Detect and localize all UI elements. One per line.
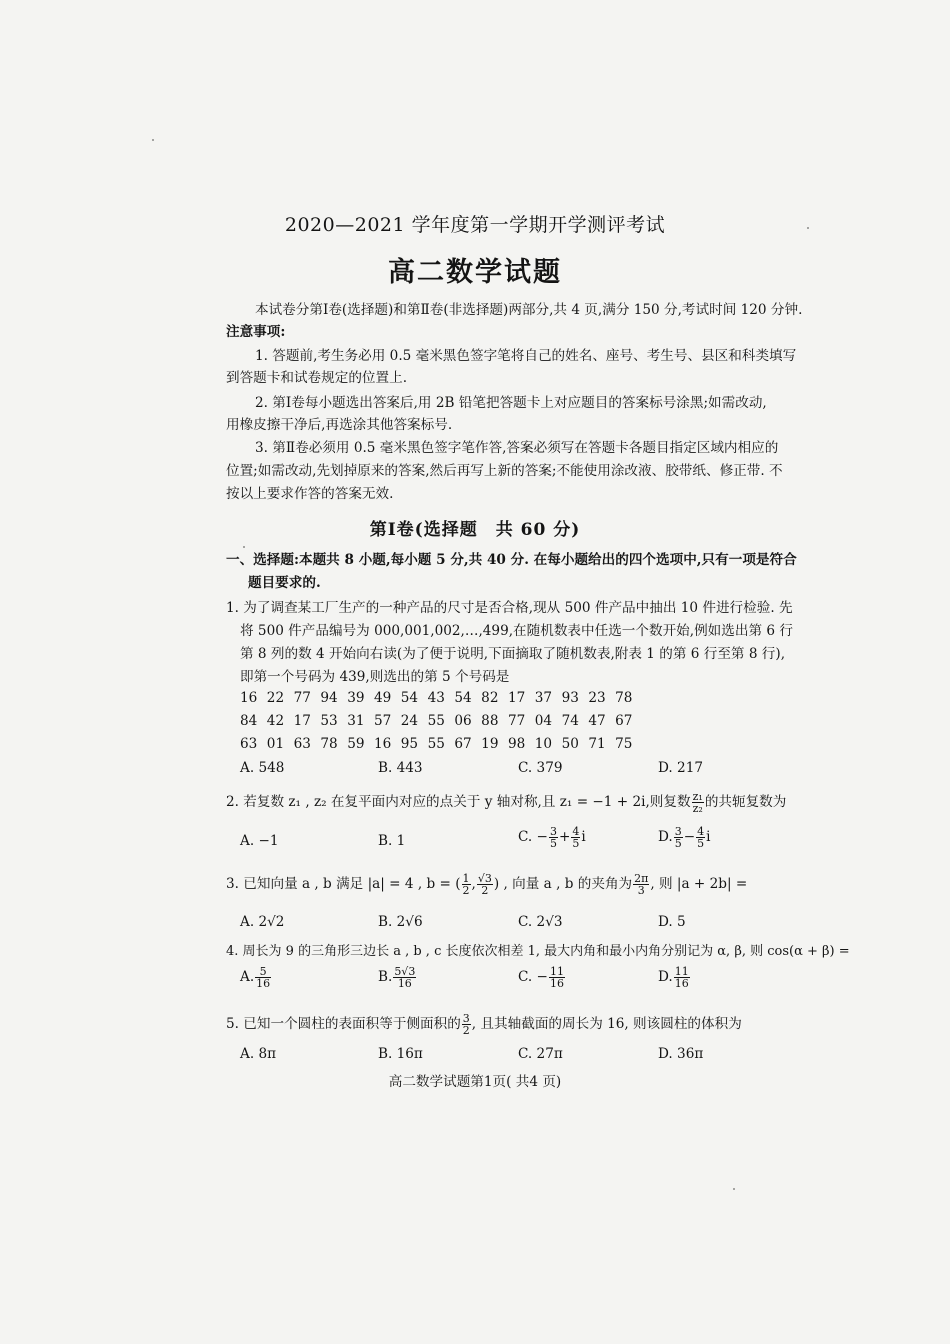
comma: , xyxy=(471,876,476,892)
q5-stem-part-b: , 且其轴截面的周长为 16, 则该圆柱的体积为 xyxy=(471,1016,742,1032)
q5-stem-part-a: 5. 已知一个圆柱的表面积等于侧面积的 xyxy=(226,1016,461,1032)
random-number: 31 xyxy=(347,713,365,729)
q5-option-b: B. 16π xyxy=(378,1046,423,1062)
random-number: 59 xyxy=(347,736,365,752)
random-number: 10 xyxy=(534,736,553,752)
random-number: 50 xyxy=(561,736,579,752)
q2-stem-part-b: 的共轭复数为 xyxy=(704,794,787,810)
q2-option-c xyxy=(518,826,586,849)
q1-stem-line-1: 1. 为了调查某工厂生产的一种产品的尺寸是否合格,现从 500 件产品中抽出 10 件进行检验. 先 xyxy=(226,600,793,616)
q5-option-c: C. 27π xyxy=(518,1046,563,1062)
q3-option-c: C. 2√3 xyxy=(518,914,563,930)
denominator: 2 xyxy=(481,884,489,897)
scan-speck xyxy=(152,139,154,141)
q1-stem-line-3: 第 8 列的数 4 开始向右读(为了便于说明,下面摘取了随机数表,附表 1 的第 6 行至第 8 行), xyxy=(240,646,786,662)
q2-option-d-prefix: D. xyxy=(658,829,673,845)
random-number: 88 xyxy=(481,713,499,729)
numerator: 3 xyxy=(549,825,557,838)
notice-item-2-line-1: 2. 第Ⅰ卷每小题选出答案后,用 2B 铅笔把答题卡上对应题目的答案标号涂黑;如需改动, xyxy=(255,395,767,411)
q1-option-a: A. 548 xyxy=(240,760,285,776)
q3-option-b: B. 2√6 xyxy=(378,914,423,930)
exam-title: 2020—2021 学年度第一学期开学测评考试 xyxy=(284,214,666,236)
q4-option-b xyxy=(378,966,417,989)
q4-option-d xyxy=(658,966,691,989)
notice-item-2-line-2: 用橡皮擦干净后,再选涂其他答案标号. xyxy=(226,417,453,433)
random-number: 55 xyxy=(427,713,445,729)
random-number: 54 xyxy=(400,690,419,706)
q2-option-b: B. 1 xyxy=(378,833,406,849)
random-number: 17 xyxy=(507,690,526,706)
random-number: 43 xyxy=(427,690,445,706)
random-number: 71 xyxy=(588,736,606,752)
random-number: 24 xyxy=(400,713,419,729)
q4-option-a xyxy=(240,966,272,989)
section-1-instructions-line-2: 题目要求的. xyxy=(248,575,321,591)
operator: − xyxy=(683,829,696,845)
random-number: 55 xyxy=(427,736,445,752)
subject-title: 高二数学试题 xyxy=(388,257,562,288)
random-table-row xyxy=(240,736,642,752)
random-number: 22 xyxy=(266,690,285,706)
numerator: 1 xyxy=(462,872,470,885)
denominator: 16 xyxy=(256,977,271,990)
q3-stem-part-b: ) , 向量 a , b 的夹角为 xyxy=(493,876,633,892)
section-1-instructions-line-1: 一、选择题:本题共 8 小题,每小题 5 分,共 40 分. 在每小题给出的四个选项中,只有一项是符合 xyxy=(226,552,797,568)
q3-stem xyxy=(226,872,747,896)
denominator: 16 xyxy=(397,977,412,990)
random-number: 82 xyxy=(481,690,499,706)
scan-speck xyxy=(807,227,809,229)
fraction xyxy=(255,966,271,989)
section-1-title: 第Ⅰ卷(选择题 共 60 分) xyxy=(369,520,581,540)
numerator: 11 xyxy=(674,965,689,978)
fraction xyxy=(674,826,683,849)
q2-stem-part-a: 2. 若复数 z₁ , z₂ 在复平面内对应的点关于 y 轴对称,且 z₁ = −1 + 2i,则复数 xyxy=(226,794,691,810)
scan-speck xyxy=(733,1188,735,1190)
numerator: 3 xyxy=(462,1012,470,1025)
intro-text: 本试卷分第Ⅰ卷(选择题)和第Ⅱ卷(非选择题)两部分,共 4 页,满分 150 分,考试时间 120 分钟. xyxy=(255,302,803,318)
denominator: 16 xyxy=(549,977,564,990)
fraction xyxy=(549,966,565,989)
denominator: 5 xyxy=(549,837,557,850)
scan-speck xyxy=(243,546,245,548)
fraction xyxy=(674,966,690,989)
q2-fraction xyxy=(692,791,704,814)
q5-stem xyxy=(226,1012,742,1036)
numerator: 4 xyxy=(572,825,580,838)
random-number: 98 xyxy=(507,736,526,752)
option-prefix: D. xyxy=(658,969,673,985)
random-number: 78 xyxy=(320,736,338,752)
notice-item-1-line-1: 1. 答题前,考生务必用 0.5 毫米黑色签字笔将自己的姓名、座号、考生号、县区和科类填写 xyxy=(255,348,797,364)
numerator: √3 xyxy=(477,872,492,885)
q5-option-d: D. 36π xyxy=(658,1046,704,1062)
numerator: 4 xyxy=(697,825,705,838)
random-number: 04 xyxy=(534,713,553,729)
denominator: 5 xyxy=(697,837,705,850)
random-number: 84 xyxy=(240,713,258,729)
fraction xyxy=(393,966,416,989)
random-table-row xyxy=(240,713,642,729)
random-number: 17 xyxy=(293,713,311,729)
random-number: 16 xyxy=(240,690,258,706)
random-number: 42 xyxy=(266,713,285,729)
q3-option-a: A. 2√2 xyxy=(240,914,285,930)
random-number: 77 xyxy=(507,713,526,729)
random-number: 49 xyxy=(373,690,392,706)
option-prefix: C. − xyxy=(518,969,548,985)
random-number: 39 xyxy=(347,690,365,706)
q3-option-d: D. 5 xyxy=(658,914,686,930)
operator: + xyxy=(558,829,571,845)
numerator: 5√3 xyxy=(394,965,416,978)
denominator: 5 xyxy=(674,837,682,850)
random-number: 75 xyxy=(615,736,633,752)
q2-option-d xyxy=(658,826,711,849)
q1-option-d: D. 217 xyxy=(658,760,704,776)
denominator: 2 xyxy=(462,1024,470,1037)
notice-heading: 注意事项: xyxy=(226,324,286,340)
q2-fraction-denominator: z₂ xyxy=(692,802,703,815)
random-number: 53 xyxy=(320,713,338,729)
denominator: 3 xyxy=(637,884,645,897)
random-number: 06 xyxy=(454,713,472,729)
random-number: 63 xyxy=(293,736,311,752)
numerator: 5 xyxy=(255,966,271,978)
random-number: 95 xyxy=(400,736,419,752)
option-prefix: A. xyxy=(240,969,255,985)
fraction xyxy=(571,826,580,849)
fraction xyxy=(462,1013,471,1036)
q1-stem-line-2: 将 500 件产品编号为 000,001,002,…,499,在随机数表中任选一个数开始,例如选出第 6 行 xyxy=(240,623,793,639)
random-number: 19 xyxy=(481,736,499,752)
numerator: 3 xyxy=(674,825,682,838)
q1-option-c: C. 379 xyxy=(518,760,563,776)
q5-option-a: A. 8π xyxy=(240,1046,277,1062)
denominator: 2 xyxy=(462,884,470,897)
random-table-row xyxy=(240,690,642,706)
random-number: 01 xyxy=(266,736,285,752)
q2-fraction-numerator: z₁ xyxy=(692,790,703,803)
notice-item-3-line-1: 3. 第Ⅱ卷必须用 0.5 毫米黑色签字笔作答,答案必须写在答题卡各题目指定区域内相应的 xyxy=(255,440,779,456)
random-number: 16 xyxy=(373,736,392,752)
notice-item-3-line-3: 按以上要求作答的答案无效. xyxy=(226,486,394,502)
q2-option-c-prefix: C. − xyxy=(518,829,548,845)
numerator: 2π xyxy=(634,872,649,885)
random-number: 67 xyxy=(454,736,472,752)
q1-option-b: B. 443 xyxy=(378,760,423,776)
random-number: 74 xyxy=(561,713,579,729)
imaginary-unit: i xyxy=(706,829,711,845)
random-number: 54 xyxy=(454,690,472,706)
random-number: 23 xyxy=(588,690,606,706)
q4-stem: 4. 周长为 9 的三角形三边长 a , b , c 长度依次相差 1, 最大内角和最小内角分别记为 α, β, 则 cos(α + β) = xyxy=(226,944,850,959)
page-footer: 高二数学试题第1页( 共4 页) xyxy=(388,1074,562,1090)
random-number: 78 xyxy=(615,690,633,706)
random-number: 63 xyxy=(240,736,258,752)
random-number: 37 xyxy=(534,690,553,706)
fraction xyxy=(462,873,471,896)
fraction xyxy=(633,873,649,896)
random-number: 47 xyxy=(588,713,606,729)
option-prefix: B. xyxy=(378,969,393,985)
q1-stem-line-4: 即第一个号码为 439,则选出的第 5 个号码是 xyxy=(240,669,510,685)
random-number: 57 xyxy=(373,713,392,729)
q3-stem-part-c: , 则 |a + 2b| = xyxy=(650,876,748,892)
numerator: 11 xyxy=(549,965,564,978)
imaginary-unit: i xyxy=(581,829,586,845)
random-number: 94 xyxy=(320,690,338,706)
random-number: 77 xyxy=(293,690,311,706)
notice-item-1-line-2: 到答题卡和试卷规定的位置上. xyxy=(226,370,408,386)
q4-option-c xyxy=(518,966,566,989)
fraction xyxy=(549,826,558,849)
fraction xyxy=(477,873,493,896)
denominator: 5 xyxy=(572,837,580,850)
denominator: 16 xyxy=(674,977,689,990)
random-number: 67 xyxy=(615,713,633,729)
random-number: 93 xyxy=(561,690,579,706)
notice-item-3-line-2: 位置;如需改动,先划掉原来的答案,然后再写上新的答案;不能使用涂改液、胶带纸、修正带. 不 xyxy=(226,463,783,479)
q2-option-a: A. −1 xyxy=(240,833,279,849)
q2-stem xyxy=(226,790,786,814)
fraction xyxy=(696,826,705,849)
q3-stem-part-a: 3. 已知向量 a , b 满足 |a| = 4 , b = ( xyxy=(226,876,461,892)
